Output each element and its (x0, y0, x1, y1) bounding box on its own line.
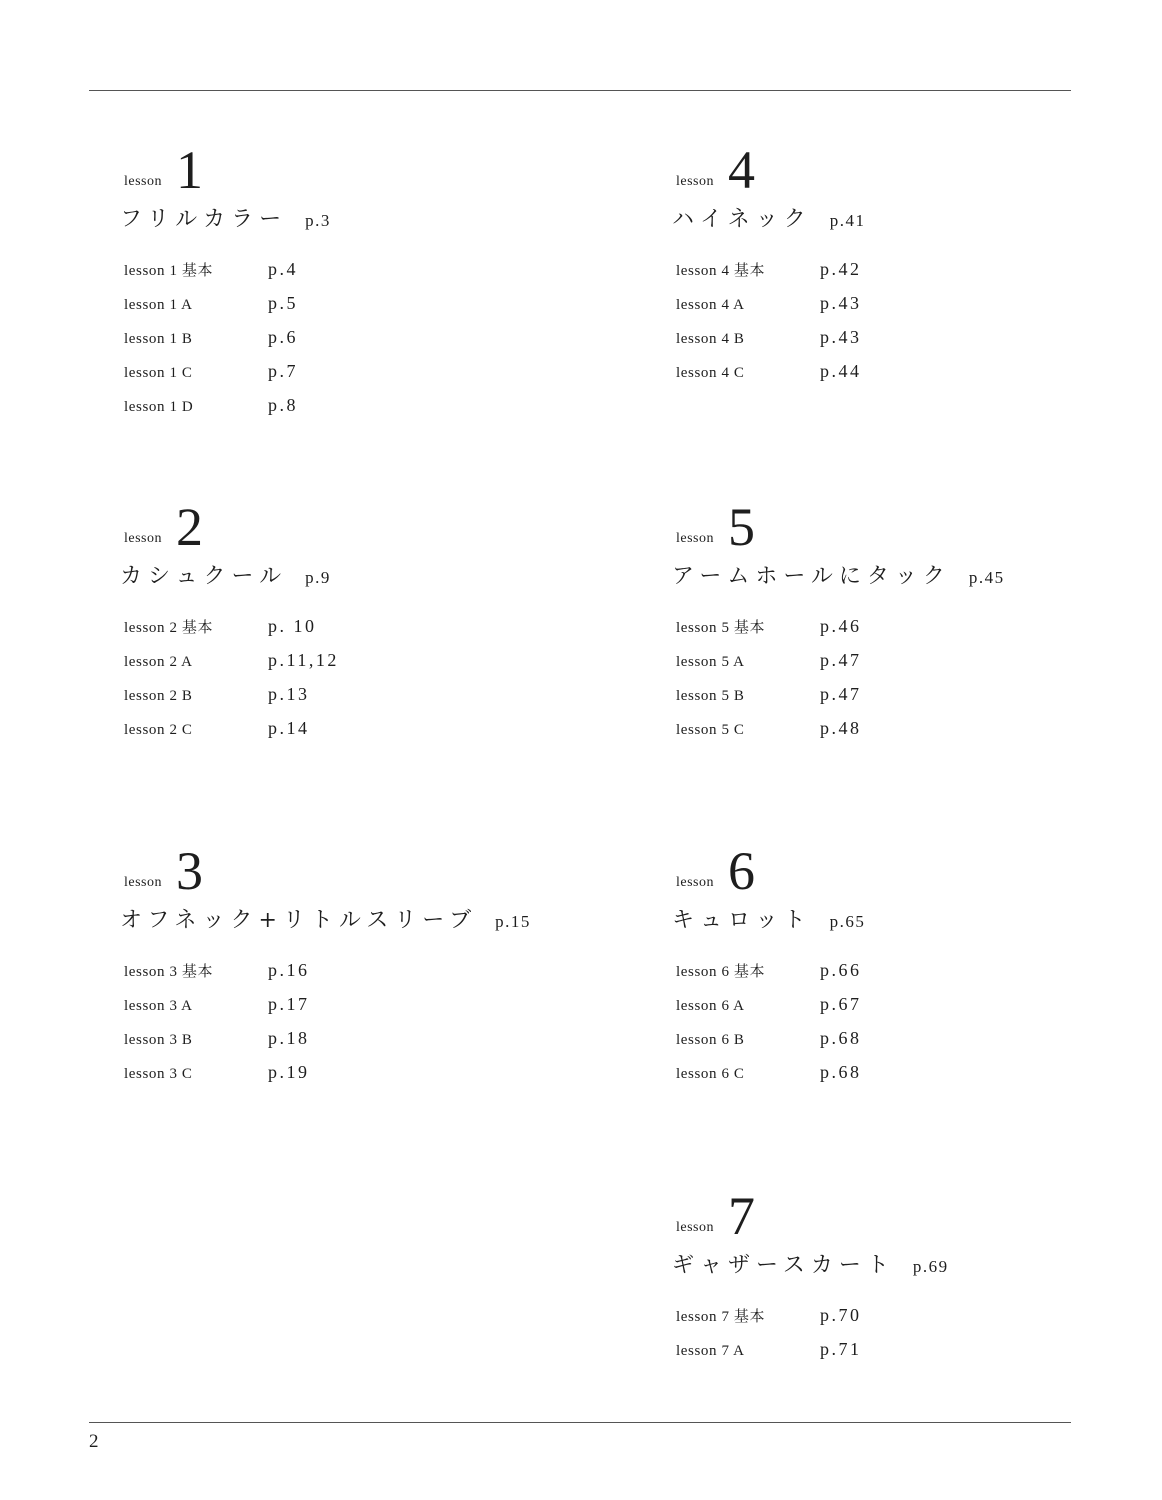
lesson-number: 1 (176, 140, 203, 200)
item-label: lesson 4 A (676, 297, 745, 313)
item-page: p.4 (268, 259, 298, 279)
item-page: p.17 (268, 994, 310, 1014)
item-label: lesson 3 C (124, 1066, 193, 1082)
lesson-number: 3 (176, 841, 203, 901)
item-label: lesson 3 基本 (124, 964, 214, 980)
lesson-title-row[interactable] (672, 1248, 1156, 1279)
item-label: lesson 5 A (676, 654, 745, 670)
item-page: p.42 (820, 259, 862, 279)
lesson-3-section (120, 841, 604, 1112)
lesson-item[interactable] (124, 718, 604, 752)
lesson-title: オフネック+リトルスリーブ (120, 908, 478, 933)
lesson-item[interactable] (124, 1062, 604, 1096)
item-label: lesson 6 基本 (676, 964, 766, 980)
lesson-item[interactable] (124, 327, 604, 361)
lesson-item[interactable] (124, 960, 604, 994)
item-label: lesson 4 基本 (676, 263, 766, 279)
item-label: lesson 5 B (676, 688, 745, 704)
item-label: lesson 1 D (124, 399, 194, 415)
item-label: lesson 4 B (676, 331, 745, 347)
lesson-item[interactable] (676, 1028, 1156, 1062)
lesson-item[interactable] (676, 718, 1156, 752)
item-label: lesson 5 基本 (676, 620, 766, 636)
item-label: lesson 2 A (124, 654, 193, 670)
lesson-item[interactable] (676, 616, 1156, 650)
lesson-item[interactable] (676, 1305, 1156, 1339)
lesson-word: lesson (676, 1220, 714, 1235)
lesson-item[interactable] (676, 684, 1156, 718)
item-page: p.43 (820, 293, 862, 313)
lesson-title: キュロット (672, 908, 812, 933)
lesson-title-page: p.65 (829, 912, 866, 931)
lesson-item[interactable] (124, 361, 604, 395)
top-rule (89, 90, 1071, 91)
lesson-number: 4 (728, 140, 755, 200)
item-page: p.14 (268, 718, 310, 738)
lesson-item[interactable] (676, 1339, 1156, 1373)
item-page: p.18 (268, 1028, 310, 1048)
lesson-heading (676, 1186, 1156, 1244)
lesson-item[interactable] (676, 650, 1156, 684)
lesson-item[interactable] (124, 293, 604, 327)
lesson-heading (676, 497, 1156, 555)
lesson-1-section (120, 140, 604, 445)
item-label: lesson 5 C (676, 722, 745, 738)
lesson-title: フリルカラー (120, 207, 288, 232)
item-label: lesson 2 C (124, 722, 193, 738)
lesson-item-list (124, 960, 604, 1096)
lesson-heading (676, 841, 1156, 899)
lesson-item[interactable] (124, 259, 604, 293)
item-label: lesson 6 C (676, 1066, 745, 1082)
item-page: p.68 (820, 1062, 862, 1082)
lesson-item[interactable] (676, 293, 1156, 327)
lesson-item[interactable] (676, 1062, 1156, 1096)
item-label: lesson 7 A (676, 1343, 745, 1359)
item-label: lesson 2 基本 (124, 620, 214, 636)
lesson-heading (676, 140, 1156, 198)
lesson-word: lesson (124, 531, 162, 546)
lesson-number: 5 (728, 497, 755, 557)
item-page: p.67 (820, 994, 862, 1014)
lesson-item-list (124, 259, 604, 429)
lesson-title-page: p.3 (305, 211, 331, 230)
lesson-word: lesson (676, 875, 714, 890)
lesson-item[interactable] (124, 395, 604, 429)
item-page: p.48 (820, 718, 862, 738)
lesson-item[interactable] (124, 650, 604, 684)
lesson-title-row[interactable] (672, 903, 1156, 934)
lesson-number: 7 (728, 1186, 755, 1246)
lesson-title-page: p.69 (912, 1257, 949, 1276)
lesson-item-list (676, 960, 1156, 1096)
lesson-title: カシュクール (120, 564, 288, 589)
lesson-5-section (672, 497, 1156, 768)
lesson-2-section (120, 497, 604, 768)
lesson-title-page: p.41 (829, 211, 866, 230)
lesson-number: 6 (728, 841, 755, 901)
lesson-item[interactable] (124, 994, 604, 1028)
lesson-item-list (124, 616, 604, 752)
lesson-item[interactable] (124, 684, 604, 718)
lesson-word: lesson (124, 174, 162, 189)
lesson-number: 2 (176, 497, 203, 557)
bottom-rule (89, 1422, 1071, 1423)
lesson-heading (124, 841, 604, 899)
lesson-word: lesson (676, 174, 714, 189)
item-page: p.44 (820, 361, 862, 381)
lesson-title: ギャザースカート (672, 1253, 895, 1278)
item-page: p.19 (268, 1062, 310, 1082)
lesson-item[interactable] (124, 1028, 604, 1062)
page-number: 2 (89, 1431, 99, 1452)
lesson-7-section (672, 1186, 1156, 1389)
item-page: p.70 (820, 1305, 862, 1325)
lesson-heading (124, 140, 604, 198)
item-label: lesson 3 A (124, 998, 193, 1014)
item-label: lesson 1 基本 (124, 263, 214, 279)
item-label: lesson 7 基本 (676, 1309, 766, 1325)
item-page: p.47 (820, 650, 862, 670)
lesson-title-row[interactable] (120, 202, 604, 233)
lesson-title: アームホールにタック (672, 564, 951, 589)
lesson-item[interactable] (676, 361, 1156, 395)
item-page: p.5 (268, 293, 298, 313)
item-page: p.11,12 (268, 650, 339, 670)
lesson-item-list (676, 1305, 1156, 1373)
lesson-6-section (672, 841, 1156, 1112)
lesson-title-row[interactable] (672, 559, 1156, 590)
lesson-item-list (676, 616, 1156, 752)
lesson-item[interactable] (124, 616, 604, 650)
lesson-title-row[interactable] (120, 903, 604, 934)
lesson-title-page: p.45 (968, 568, 1005, 587)
lesson-title-row[interactable] (120, 559, 604, 590)
item-page: p.46 (820, 616, 862, 636)
lesson-4-section (672, 140, 1156, 411)
item-page: p.71 (820, 1339, 862, 1359)
item-page: p.13 (268, 684, 310, 704)
item-page: p.66 (820, 960, 862, 980)
lesson-item[interactable] (676, 327, 1156, 361)
lesson-item[interactable] (676, 259, 1156, 293)
lesson-title: ハイネック (672, 207, 812, 232)
item-label: lesson 1 B (124, 331, 193, 347)
lesson-title-row[interactable] (672, 202, 1156, 233)
item-label: lesson 4 C (676, 365, 745, 381)
item-page: p.68 (820, 1028, 862, 1048)
item-label: lesson 2 B (124, 688, 193, 704)
item-page: p.16 (268, 960, 310, 980)
item-label: lesson 6 A (676, 998, 745, 1014)
lesson-word: lesson (676, 531, 714, 546)
item-page: p.7 (268, 361, 298, 381)
lesson-title-page: p.15 (495, 912, 531, 931)
lesson-heading (124, 497, 604, 555)
item-page: p.6 (268, 327, 298, 347)
item-label: lesson 3 B (124, 1032, 193, 1048)
item-page: p.43 (820, 327, 862, 347)
item-label: lesson 1 C (124, 365, 193, 381)
lesson-item[interactable] (676, 960, 1156, 994)
lesson-title-page: p.9 (305, 568, 331, 587)
item-page: p. 10 (268, 616, 317, 636)
item-page: p.47 (820, 684, 862, 704)
item-label: lesson 6 B (676, 1032, 745, 1048)
item-label: lesson 1 A (124, 297, 193, 313)
lesson-item[interactable] (676, 994, 1156, 1028)
lesson-word: lesson (124, 875, 162, 890)
lesson-item-list (676, 259, 1156, 395)
item-page: p.8 (268, 395, 298, 415)
